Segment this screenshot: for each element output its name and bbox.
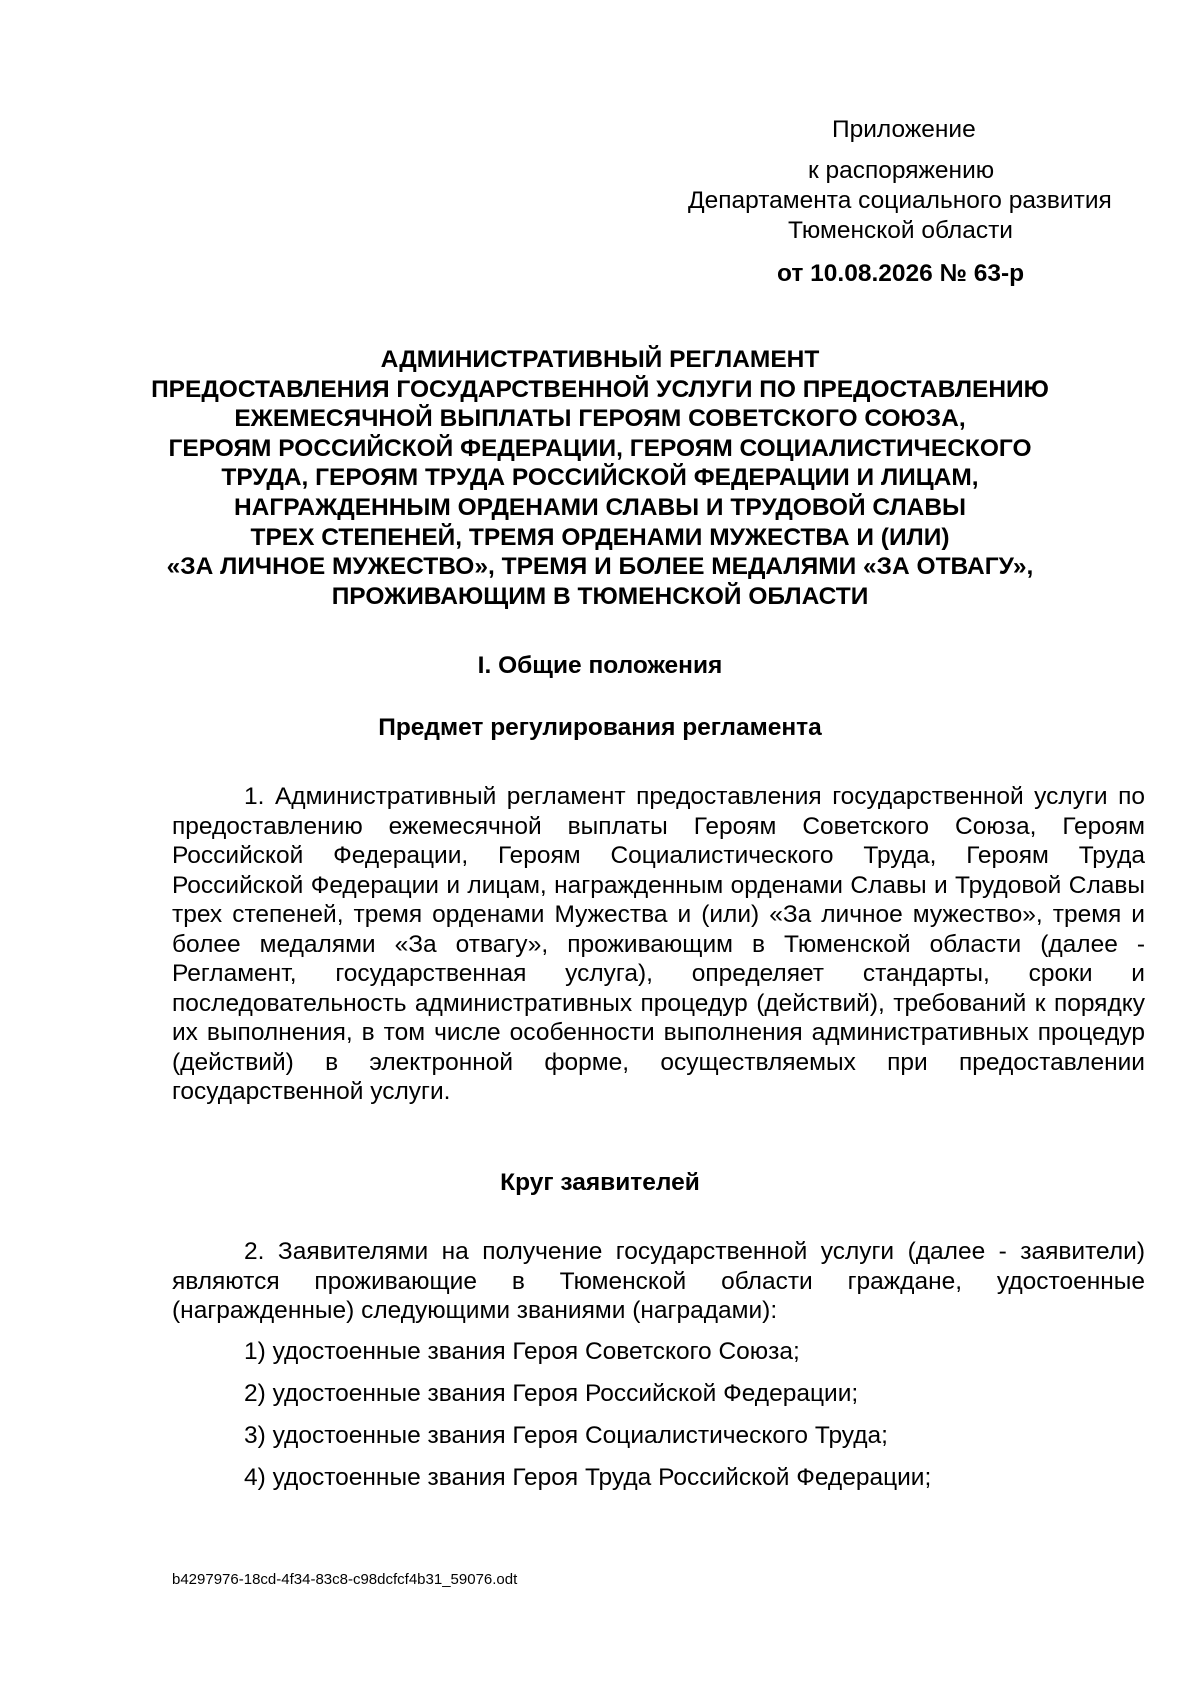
paragraph-2: 2. Заявителями на получение государственной услуги (далее - заявители) являются проживающие в Тюменской области граждане, удостоенные (награжденные) следующими званиями (наградами): [172, 1238, 1145, 1324]
footer-filename: b4297976-18cd-4f34-83c8-c98dcfcf4b31_59076.odt [172, 1571, 518, 1588]
list-item: 2) удостоенные звания Героя Российской Федерации; [244, 1380, 859, 1407]
annex-department-label: Департамента социального развития [688, 187, 1112, 214]
title-line: «ЗА ЛИЧНОЕ МУЖЕСТВО», ТРЕМЯ И БОЛЕЕ МЕДАЛЯМИ «ЗА ОТВАГУ», [166, 553, 1034, 581]
paragraph-1: 1. Административный регламент предоставления государственной услуги по предоставлению ежемесячной выплаты Героям Советского Союза, Героям Российской Федерации, Героям Социалистического Труда, Героям Труда Российской Федерации и лицам, награжденным орденами Славы и Трудовой Славы трех степеней, тремя орденами Мужества и (или) «За личное мужество», тремя и более медалями «За отвагу», проживающим в Тюменской области (далее - Регламент, государственная услуга), определяет стандарты, сроки и последовательность административных процедур (действий), требований к порядку их выполнения, в том числе особенности выполнения административных процедур (действий) в электронной форме, осуществляемых при предоставлении государственной услуги. [172, 783, 1145, 1105]
document-title [0, 345, 1200, 611]
subheading-subject: Предмет регулирования регламента [378, 714, 822, 741]
title-line: ТРЕХ СТЕПЕНЕЙ, ТРЕМЯ ОРДЕНАМИ МУЖЕСТВА И (ИЛИ) [250, 523, 950, 551]
list-item: 4) удостоенные звания Героя Труда Российской Федерации; [244, 1464, 932, 1491]
annex-date-number: от 10.08.2026 № 63-р [777, 260, 1025, 287]
list-item: 3) удостоенные звания Героя Социалистического Труда; [244, 1422, 888, 1449]
title-line: ЕЖЕМЕСЯЧНОЙ ВЫПЛАТЫ ГЕРОЯМ СОВЕТСКОГО СОЮЗА, [234, 405, 966, 433]
list-item: 1) удостоенные звания Героя Советского Союза; [244, 1338, 800, 1365]
annex-appendix-label: Приложение [832, 116, 976, 143]
title-line: ТРУДА, ГЕРОЯМ ТРУДА РОССИЙСКОЙ ФЕДЕРАЦИИ И ЛИЦАМ, [221, 464, 979, 492]
title-line: НАГРАЖДЕННЫМ ОРДЕНАМИ СЛАВЫ И ТРУДОВОЙ СЛАВЫ [233, 493, 967, 521]
annex-region-label: Тюменской области [788, 217, 1013, 244]
title-line: ПРОЖИВАЮЩИМ В ТЮМЕНСКОЙ ОБЛАСТИ [331, 582, 869, 610]
section-heading: I. Общие положения [477, 652, 723, 679]
title-line: ПРЕДОСТАВЛЕНИЯ ГОСУДАРСТВЕННОЙ УСЛУГИ ПО ПРЕДОСТАВЛЕНИЮ [151, 375, 1049, 403]
title-line: ГЕРОЯМ РОССИЙСКОЙ ФЕДЕРАЦИИ, ГЕРОЯМ СОЦИАЛИСТИЧЕСКОГО [168, 434, 1032, 462]
subheading-applicants: Круг заявителей [500, 1169, 700, 1196]
annex-order-label: к распоряжению [808, 157, 995, 184]
title-line: АДМИНИСТРАТИВНЫЙ РЕГЛАМЕНТ [380, 346, 820, 373]
